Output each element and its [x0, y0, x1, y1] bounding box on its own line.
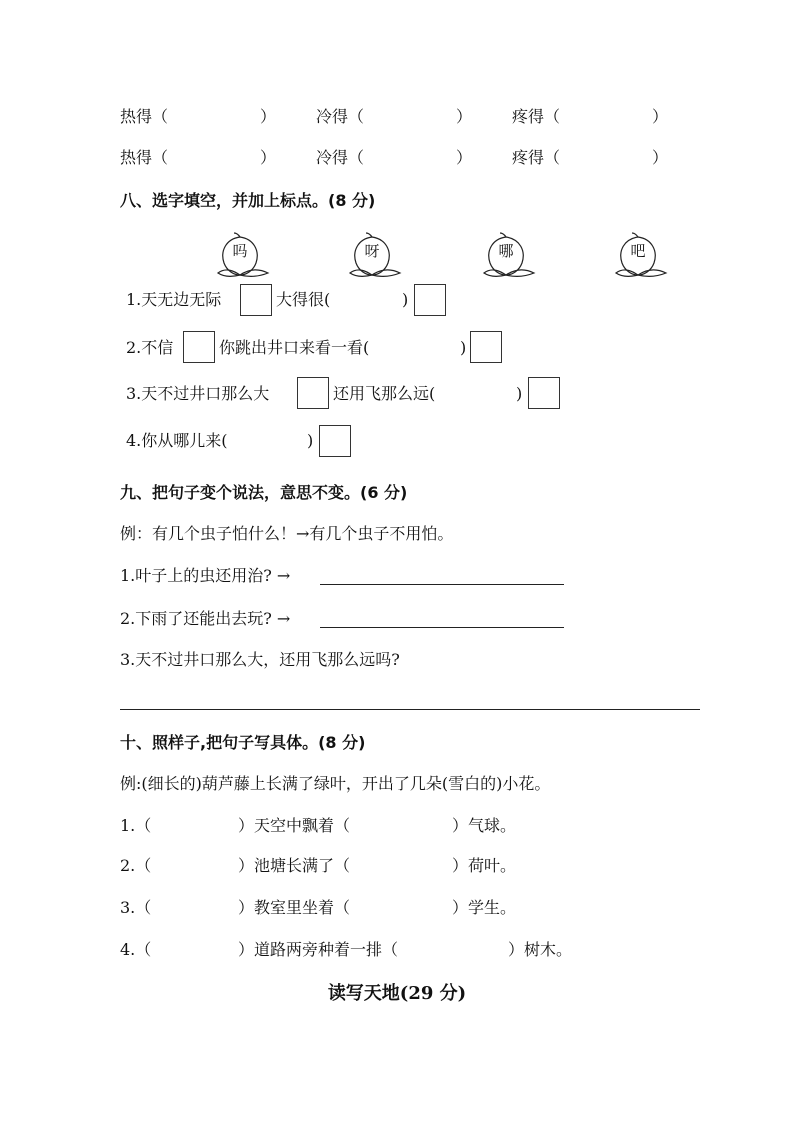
answer-line[interactable] — [120, 709, 700, 710]
item-mid: ）池塘长满了（ — [238, 856, 351, 875]
peach-card-2 — [348, 231, 404, 281]
fill-close: ） — [260, 107, 277, 126]
section9-q2: 2.下雨了还能出去玩? → — [120, 609, 291, 628]
punct-box[interactable] — [414, 284, 446, 316]
peach-char: 呀 — [364, 242, 380, 260]
peach-char: 吧 — [630, 242, 646, 260]
section10-title: 十、照样子,把句子写具体。(8 分) — [120, 733, 366, 752]
fill-close: ） — [456, 148, 473, 167]
peach-char: 吗 — [232, 242, 248, 260]
section10-example: 例:(细长的)葫芦藤上长满了绿叶，开出了几朵(雪白的)小花。 — [120, 774, 551, 793]
punct-box[interactable] — [240, 284, 272, 316]
item-num: 2.（ — [120, 856, 152, 875]
fill-label: 冷得（ — [316, 148, 365, 167]
q8-1-close: ) — [402, 290, 409, 309]
q8-4-text-a: 4.你从哪儿来( — [126, 431, 228, 450]
item-end: ）荷叶。 — [452, 856, 517, 875]
punct-box[interactable] — [528, 377, 560, 409]
fill-label: 热得（ — [120, 148, 169, 167]
punct-box[interactable] — [470, 331, 502, 363]
section9-q3: 3.天不过井口那么大，还用飞那么远吗? — [120, 650, 400, 669]
q8-3-text-b: 还用飞那么远( — [333, 384, 436, 403]
punct-box[interactable] — [297, 377, 329, 409]
answer-line[interactable] — [320, 627, 564, 628]
fill-label: 疼得（ — [512, 107, 561, 126]
q8-2-text-b: 你跳出井口来看一看( — [219, 338, 370, 357]
q8-3-close: ) — [516, 384, 523, 403]
peach-card-1 — [216, 231, 272, 281]
item-mid: ）天空中飘着（ — [238, 816, 351, 835]
q8-2-text-a: 2.不信 — [126, 338, 174, 357]
peach-char: 哪 — [498, 242, 514, 260]
section9-q1: 1.叶子上的虫还用治? → — [120, 566, 291, 585]
item-num: 3.（ — [120, 898, 152, 917]
item-num: 4.（ — [120, 940, 152, 959]
fill-label: 疼得（ — [512, 148, 561, 167]
fill-label: 热得（ — [120, 107, 169, 126]
fill-close: ） — [652, 107, 669, 126]
item-mid: ）道路两旁种着一排（ — [238, 940, 399, 959]
q8-4-close: ) — [307, 431, 314, 450]
section9-title: 九、把句子变个说法，意思不变。(6 分) — [120, 483, 408, 502]
item-num: 1.（ — [120, 816, 152, 835]
q8-3-text-a: 3.天不过井口那么大 — [126, 384, 270, 403]
answer-line[interactable] — [320, 584, 564, 585]
footer-title: 读写天地(29 分) — [327, 983, 467, 1004]
punct-box[interactable] — [183, 331, 215, 363]
section8-title: 八、选字填空，并加上标点。(8 分) — [120, 191, 376, 210]
q8-1-text-a: 1.天无边无际 — [126, 290, 222, 309]
fill-label: 冷得（ — [316, 107, 365, 126]
fill-close: ） — [260, 148, 277, 167]
item-end: ）气球。 — [452, 816, 517, 835]
punct-box[interactable] — [319, 425, 351, 457]
q8-2-close: ) — [460, 338, 467, 357]
fill-close: ） — [652, 148, 669, 167]
item-end: ）树木。 — [508, 940, 573, 959]
item-mid: ）教室里坐着（ — [238, 898, 351, 917]
q8-1-text-b: 大得很( — [276, 290, 331, 309]
peach-card-3 — [482, 231, 538, 281]
fill-close: ） — [456, 107, 473, 126]
section9-example: 例：有几个虫子怕什么！→有几个虫子不用怕。 — [120, 524, 454, 543]
item-end: ）学生。 — [452, 898, 517, 917]
peach-card-4 — [614, 231, 670, 281]
